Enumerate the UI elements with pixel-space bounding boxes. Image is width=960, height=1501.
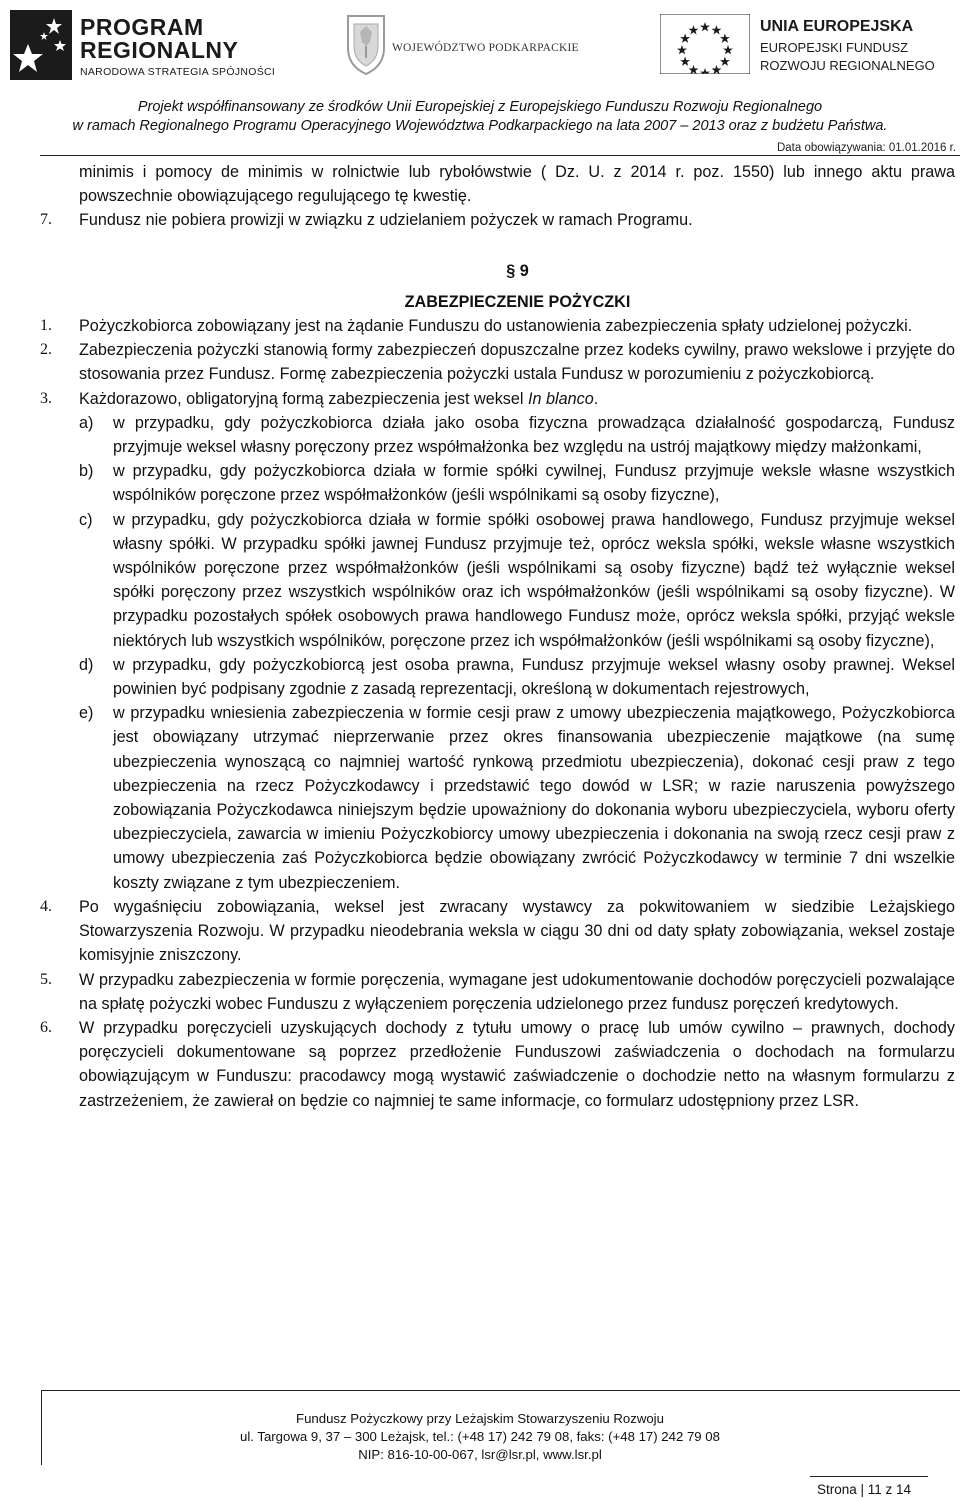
subitem-b	[79, 459, 955, 507]
subitem-text: w przypadku, gdy pożyczkobiorca działa w formie spółki cywilnej, Fundusz przyjmuje weksle własne wszystkich wspólników poręczone przez współmałżonków (jeśli wspólnikami są osoby fizyczne),	[113, 462, 955, 505]
item-3	[40, 387, 955, 411]
subitem-text: w przypadku, gdy pożyczkobiorca działa w formie spółki osobowej prawa handlowego, Fundusz przyjmuje weksel własny spółki. W przypadku spółki jawnej Fundusz przyjmuje też, oprócz weksla spółki, weksle własne wszystkich wspólników poręczone przez współmałżonków (jeśli wspólnikami są osoby fizyczne) bądź też wyłącznie weksel spółki poręczony przez wszystkich wspólników oraz ich współmałżonków (jeśli wspólnikami są osoby fizyczne). W przypadku pozostałych spółek osobowych prawa handlowego Fundusz może, oprócz weksla spółki, przyjąć weksle niektórych lub wszystkich wspólników, poręczone przez ich współmałżonków (jeśli wspólnikami są osoby fizyczne),	[113, 510, 955, 650]
eu-flag-icon	[660, 14, 750, 74]
item-number: 2.	[40, 341, 52, 359]
item-number: 6.	[40, 1018, 52, 1036]
program-logo-line1: PROGRAM	[80, 14, 204, 40]
item-6	[40, 1016, 955, 1113]
cofinancing-line-2: w ramach Regionalnego Programu Operacyjnego Województwa Podkarpackiego na lata 2007 – 2013 oraz z budżetu Państwa.	[72, 118, 888, 134]
program-logo-line2: REGIONALNY	[80, 37, 239, 63]
crest-icon	[344, 12, 388, 76]
subitem-letter: d)	[79, 655, 94, 674]
item-number: 1.	[40, 317, 52, 335]
item-number: 5.	[40, 970, 52, 988]
eu-logo-line2: EUROPEJSKI FUNDUSZ	[760, 40, 909, 55]
item-text-italic: In blanco	[528, 389, 594, 408]
subitem-letter: b)	[79, 462, 94, 481]
program-logo-icon	[10, 10, 72, 80]
item-number: 3.	[40, 389, 52, 407]
program-logo-subtitle: NARODOWA STRATEGIA SPÓJNOŚCI	[80, 66, 276, 78]
previous-item-7	[40, 208, 955, 232]
eu-logo-line3: ROZWOJU REGIONALNEGO	[760, 58, 935, 73]
region-logo-text: WOJEWÓDZTWO PODKARPACKIE	[392, 42, 579, 54]
subitem-d	[79, 653, 955, 701]
item-number: 4.	[40, 897, 52, 915]
header-logos	[0, 0, 960, 92]
item-5	[40, 968, 955, 1016]
item-text-end: .	[593, 389, 599, 408]
item-text: Zabezpieczenia pożyczki stanowią formy zabezpieczeń dopuszczalne przez kodeks cywilny, prawo wekslowe i przyjęte do stosowania przez Fundusz. Formę zabezpieczenia pożyczki ustala Fundusz w porozumieniu z pożyczkobiorcą.	[79, 341, 955, 384]
continuation-text: minimis i pomocy de minimis w rolnictwie lub rybołówstwie ( Dz. U. z 2014 r. poz. 1550) lub innego aktu prawa powszechnie obowiązującego regulującego tę kwestię.	[79, 163, 955, 206]
subitem-letter: e)	[79, 704, 94, 723]
security-forms-list	[40, 411, 955, 895]
subitem-text: w przypadku, gdy pożyczkobiorcą jest osoba prawna, Fundusz przyjmuje weksel własny osoby prawnej. Weksel powinien być podpisany zgodnie z zasadą reprezentacji, określoną w dokumentach rejestrowych,	[113, 655, 955, 699]
header-divider	[40, 155, 960, 156]
footer-contact: NIP: 816-10-00-067, lsr@lsr.pl, www.lsr.pl	[358, 1447, 602, 1462]
subitem-letter: a)	[79, 413, 94, 432]
subitem-a	[79, 411, 955, 459]
page-number: Strona | 11 z 14	[817, 1482, 912, 1497]
item-text: Pożyczkobiorca zobowiązany jest na żądanie Funduszu do ustanowienia zabezpieczenia spłaty udzielonej pożyczki.	[79, 317, 913, 336]
subitem-text: w przypadku wniesienia zabezpieczenia w formie cesji praw z umowy ubezpieczenia majątkowego, Pożyczkobiorca jest obowiązany utrzymać nieprzerwanie przez okres finansowania ubezpieczenie majątkowe (na sumę ubezpieczenia wynoszącą co najmniej wartość rynkową przedmiotu ubezpieczenia), dokonać cesji praw z tego ubezpieczenia na rzecz Pożyczkodawcy i przedstawić tego dowód w LSR; w razie naruszenia powyższego zobowiązania Pożyczkodawca niniejszym będzie upoważniony do dokonania wyboru ubezpieczyciela, wyboru oferty ubezpieczyciela, zawarcia w imieniu Pożyczkobiorcy umowy ubezpieczenia i dokonania na swoją rzecz cesji praw z umowy ubezpieczenia zaś Pożyczkobiorca będzie obowiązany zwrócić Pożyczkodawcy w terminie 7 dni wszelkie koszty związane z tym ubezpieczeniem.	[113, 704, 955, 892]
item-text: W przypadku poręczycieli uzyskujących dochody z tytułu umowy o pracę lub umów cywilno – prawnych, dochody poręczycieli dokumentowane są poprzez przedłożenie Funduszowi zaświadczenia o dochodach na formularzu obowiązującym w Funduszu: pracodawcy mogą wystawić zaświadczenie o dochodzie netto na własnym formularzu z zastrzeżeniem, że zawierał on będzie co najmniej te same informacje, co formularz udostępniony przez LSR.	[79, 1018, 955, 1110]
program-logo-title	[80, 16, 238, 62]
eu-logo-title: UNIA EUROPEJSKA	[760, 18, 914, 35]
item-text: Fundusz nie pobiera prowizji w związku z udzielaniem pożyczek w ramach Programu.	[79, 211, 693, 230]
item-2	[40, 338, 955, 386]
section-number: § 9	[506, 261, 529, 280]
item-text: Każdorazowo, obligatoryjną formą zabezpieczenia jest weksel	[79, 389, 528, 408]
wojewodztwo-logo	[344, 12, 580, 78]
footer-address: ul. Targowa 9, 37 – 300 Leżajsk, tel.: (+48 17) 242 79 08, faks: (+48 17) 242 79 08	[240, 1429, 720, 1444]
item-4	[40, 895, 955, 968]
item-text: W przypadku zabezpieczenia w formie poręczenia, wymagane jest udokumentowanie dochodów poręczycieli pozwalające na spłatę pożyczki wobec Funduszu z wyłączeniem poręczenia udzielonego przez fundusz poręczeń kredytowych.	[79, 970, 955, 1013]
item-text: Po wygaśnięciu zobowiązania, weksel jest zwracany wystawcy za pokwitowaniem w siedzibie Leżajskiego Stowarzyszenia Rozwoju. W przypadku nieodebrania weksla w ciągu 30 dni od daty spłaty zobowiązania, weksel zostaje komisyjnie zniszczony.	[79, 897, 955, 965]
subitem-e	[79, 701, 955, 895]
effective-date: Data obowiązywania: 01.01.2016 r.	[776, 142, 956, 154]
document-body	[40, 160, 955, 1113]
subitem-c	[79, 508, 955, 653]
subitem-text: w przypadku, gdy pożyczkobiorca działa jako osoba fizyczna prowadząca działalność gospodarczą, Fundusz przyjmuje weksel własny poręczony przez współmałżonka bez względu na ustrój majątkowy między małżonkami,	[113, 413, 955, 457]
program-regionalny-logo	[10, 10, 276, 80]
item-1	[40, 314, 955, 338]
subitem-letter: c)	[79, 510, 93, 529]
section-title: ZABEZPIECZENIE POŻYCZKI	[404, 292, 631, 311]
footer-organization: Fundusz Pożyczkowy przy Leżajskim Stowarzyszeniu Rozwoju	[296, 1411, 664, 1426]
eu-logo	[660, 10, 950, 80]
cofinancing-line-1: Projekt współfinansowany ze środków Unii Europejskiej z Europejskiego Funduszu Rozwoju Regionalnego	[137, 99, 823, 115]
item-number: 7.	[40, 211, 52, 229]
